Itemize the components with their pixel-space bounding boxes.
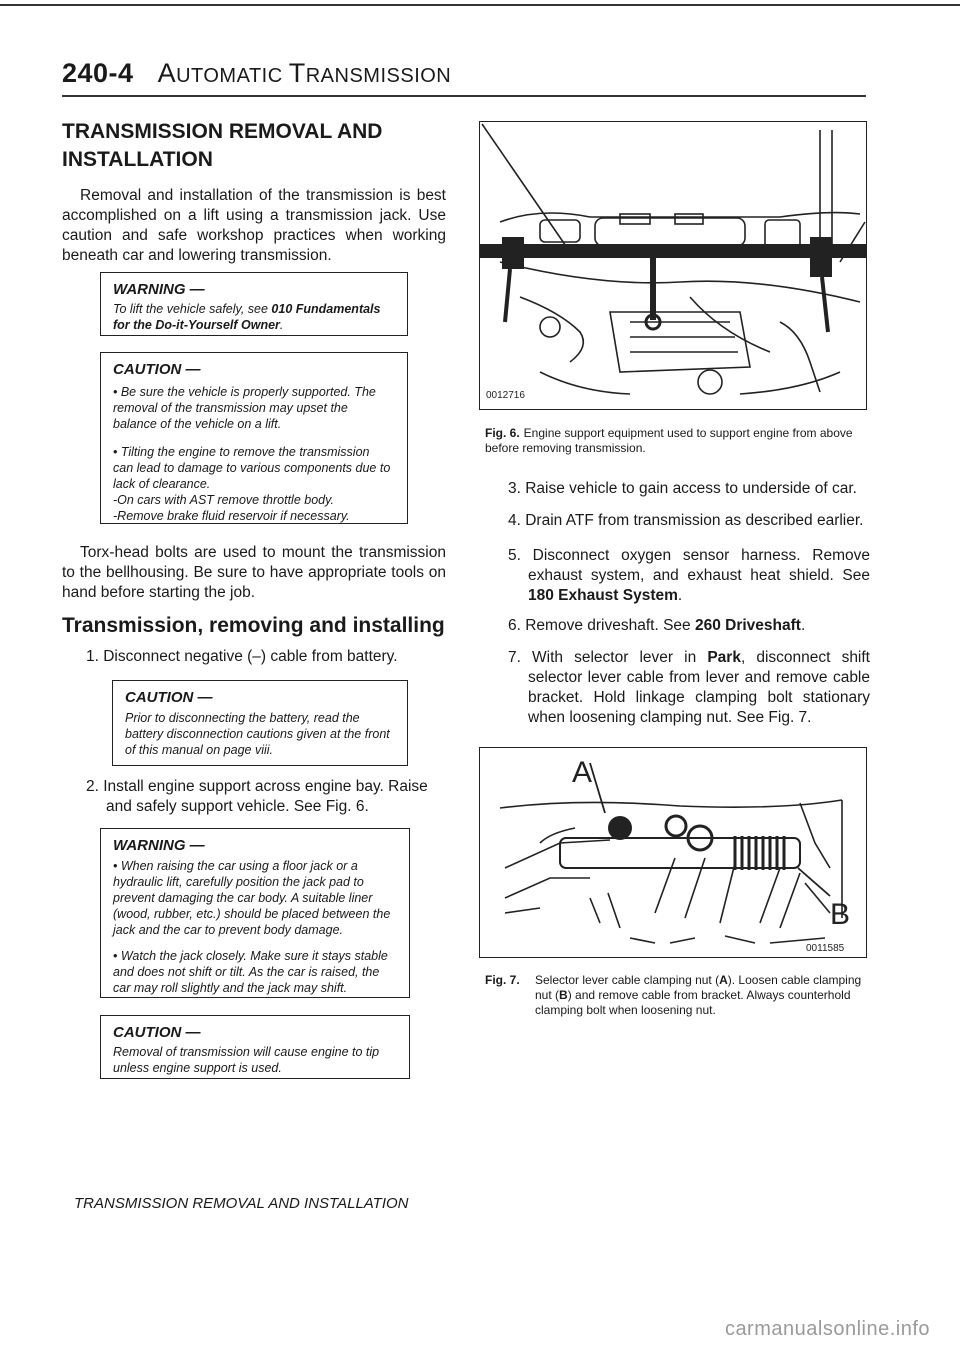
step-2: 2. Install engine support across engine bay. Raise and safely support vehicle. See Fig. 6. [86, 778, 428, 815]
watermark-link[interactable]: carmanualsonline.info [724, 1318, 930, 1340]
step-1: 1. Disconnect negative (–) cable from battery. [86, 648, 398, 665]
step-7: 7. With selector lever in Park, disconnect shift selector lever cable from lever and remove cable bracket. Hold linkage clamping bolt stationary when loosening clamping nut. See Fig. 7. [508, 649, 870, 726]
caution-box-support: CAUTION — • Be sure the vehicle is properly supported. The removal of the transmission may upset the balance of the vehicle on a lift. • Tilting the engine to remove the transmission can lead to damage to various components due to lack of clearance. -On cars with AST remove throttle body. -Remove brake fluid reservoir if necessary. [100, 352, 408, 524]
intro-paragraph: Removal and installation of the transmission is best accomplished on a lift using a transmission jack. Use caution and safe workshop practices when working beneath car and lowering transmission. [62, 187, 446, 264]
figure-6-caption: Fig. 6. Engine support equipment used to support engine from above before removing transmission. [485, 426, 853, 455]
warning-box-jack: WARNING — • When raising the car using a floor jack or a hydraulic lift, carefully position the jack pad to prevent damaging the car body. A suitable liner (wood, rubber, etc.) should be placed between the jack and the car to prevent body damage. • Watch the jack closely. Make sure it stays stable and does not shift or tilt. As the car is raised, the car may roll slightly and the jack may shift. [100, 828, 410, 998]
caution-box-engine: CAUTION — Removal of transmission will cause engine to tip unless engine support is used. [100, 1015, 410, 1079]
step-6: 6. Remove driveshaft. See 260 Driveshaft. [508, 617, 806, 634]
step-5: 5. Disconnect oxygen sensor harness. Remove exhaust system, and exhaust heat shield. See 180 Exhaust System. [508, 547, 870, 604]
section-title: TRANSMISSION REMOVAL AND INSTALLATION [62, 120, 383, 171]
engine-support-illustration [480, 122, 866, 409]
page-number: 240-4 [62, 58, 134, 88]
callout-a: A [572, 756, 593, 789]
figure-6-code: 0012716 [486, 390, 525, 401]
subheading: Transmission, removing and installing [62, 614, 445, 637]
warning-box-lift: WARNING — To lift the vehicle safely, see 010 Fundamentals for the Do-it-Yourself Owner. [100, 272, 408, 336]
page-footer: TRANSMISSION REMOVAL AND INSTALLATION [74, 1195, 409, 1212]
header-rule [62, 95, 866, 97]
page-header: 240-4 AUTOMATIC TRANSMISSION [62, 58, 452, 88]
callout-b: B [830, 898, 851, 931]
caution-box-battery: CAUTION — Prior to disconnecting the battery, read the battery disconnection cautions given at the front of this manual on page viii. [112, 680, 408, 766]
top-rule [0, 4, 960, 6]
figure-7-selector-cable [479, 747, 867, 958]
step-4: 4. Drain ATF from transmission as described earlier. [508, 512, 864, 529]
figure-7-code: 0011585 [806, 943, 845, 954]
selector-cable-illustration [480, 748, 866, 957]
torx-paragraph: Torx-head bolts are used to mount the transmission to the bellhousing. Be sure to have appropriate tools on hand before starting the job. [62, 544, 446, 601]
step-3: 3. Raise vehicle to gain access to underside of car. [508, 480, 857, 497]
figure-6-engine-support [479, 121, 867, 410]
figure-7-caption: Fig. 7. Selector lever cable clamping nut (A). Loosen cable clamping nut (B) and remove cable from bracket. Always counterhold clamping bolt when loosening nut. [485, 973, 862, 1017]
support-beam [480, 244, 866, 258]
